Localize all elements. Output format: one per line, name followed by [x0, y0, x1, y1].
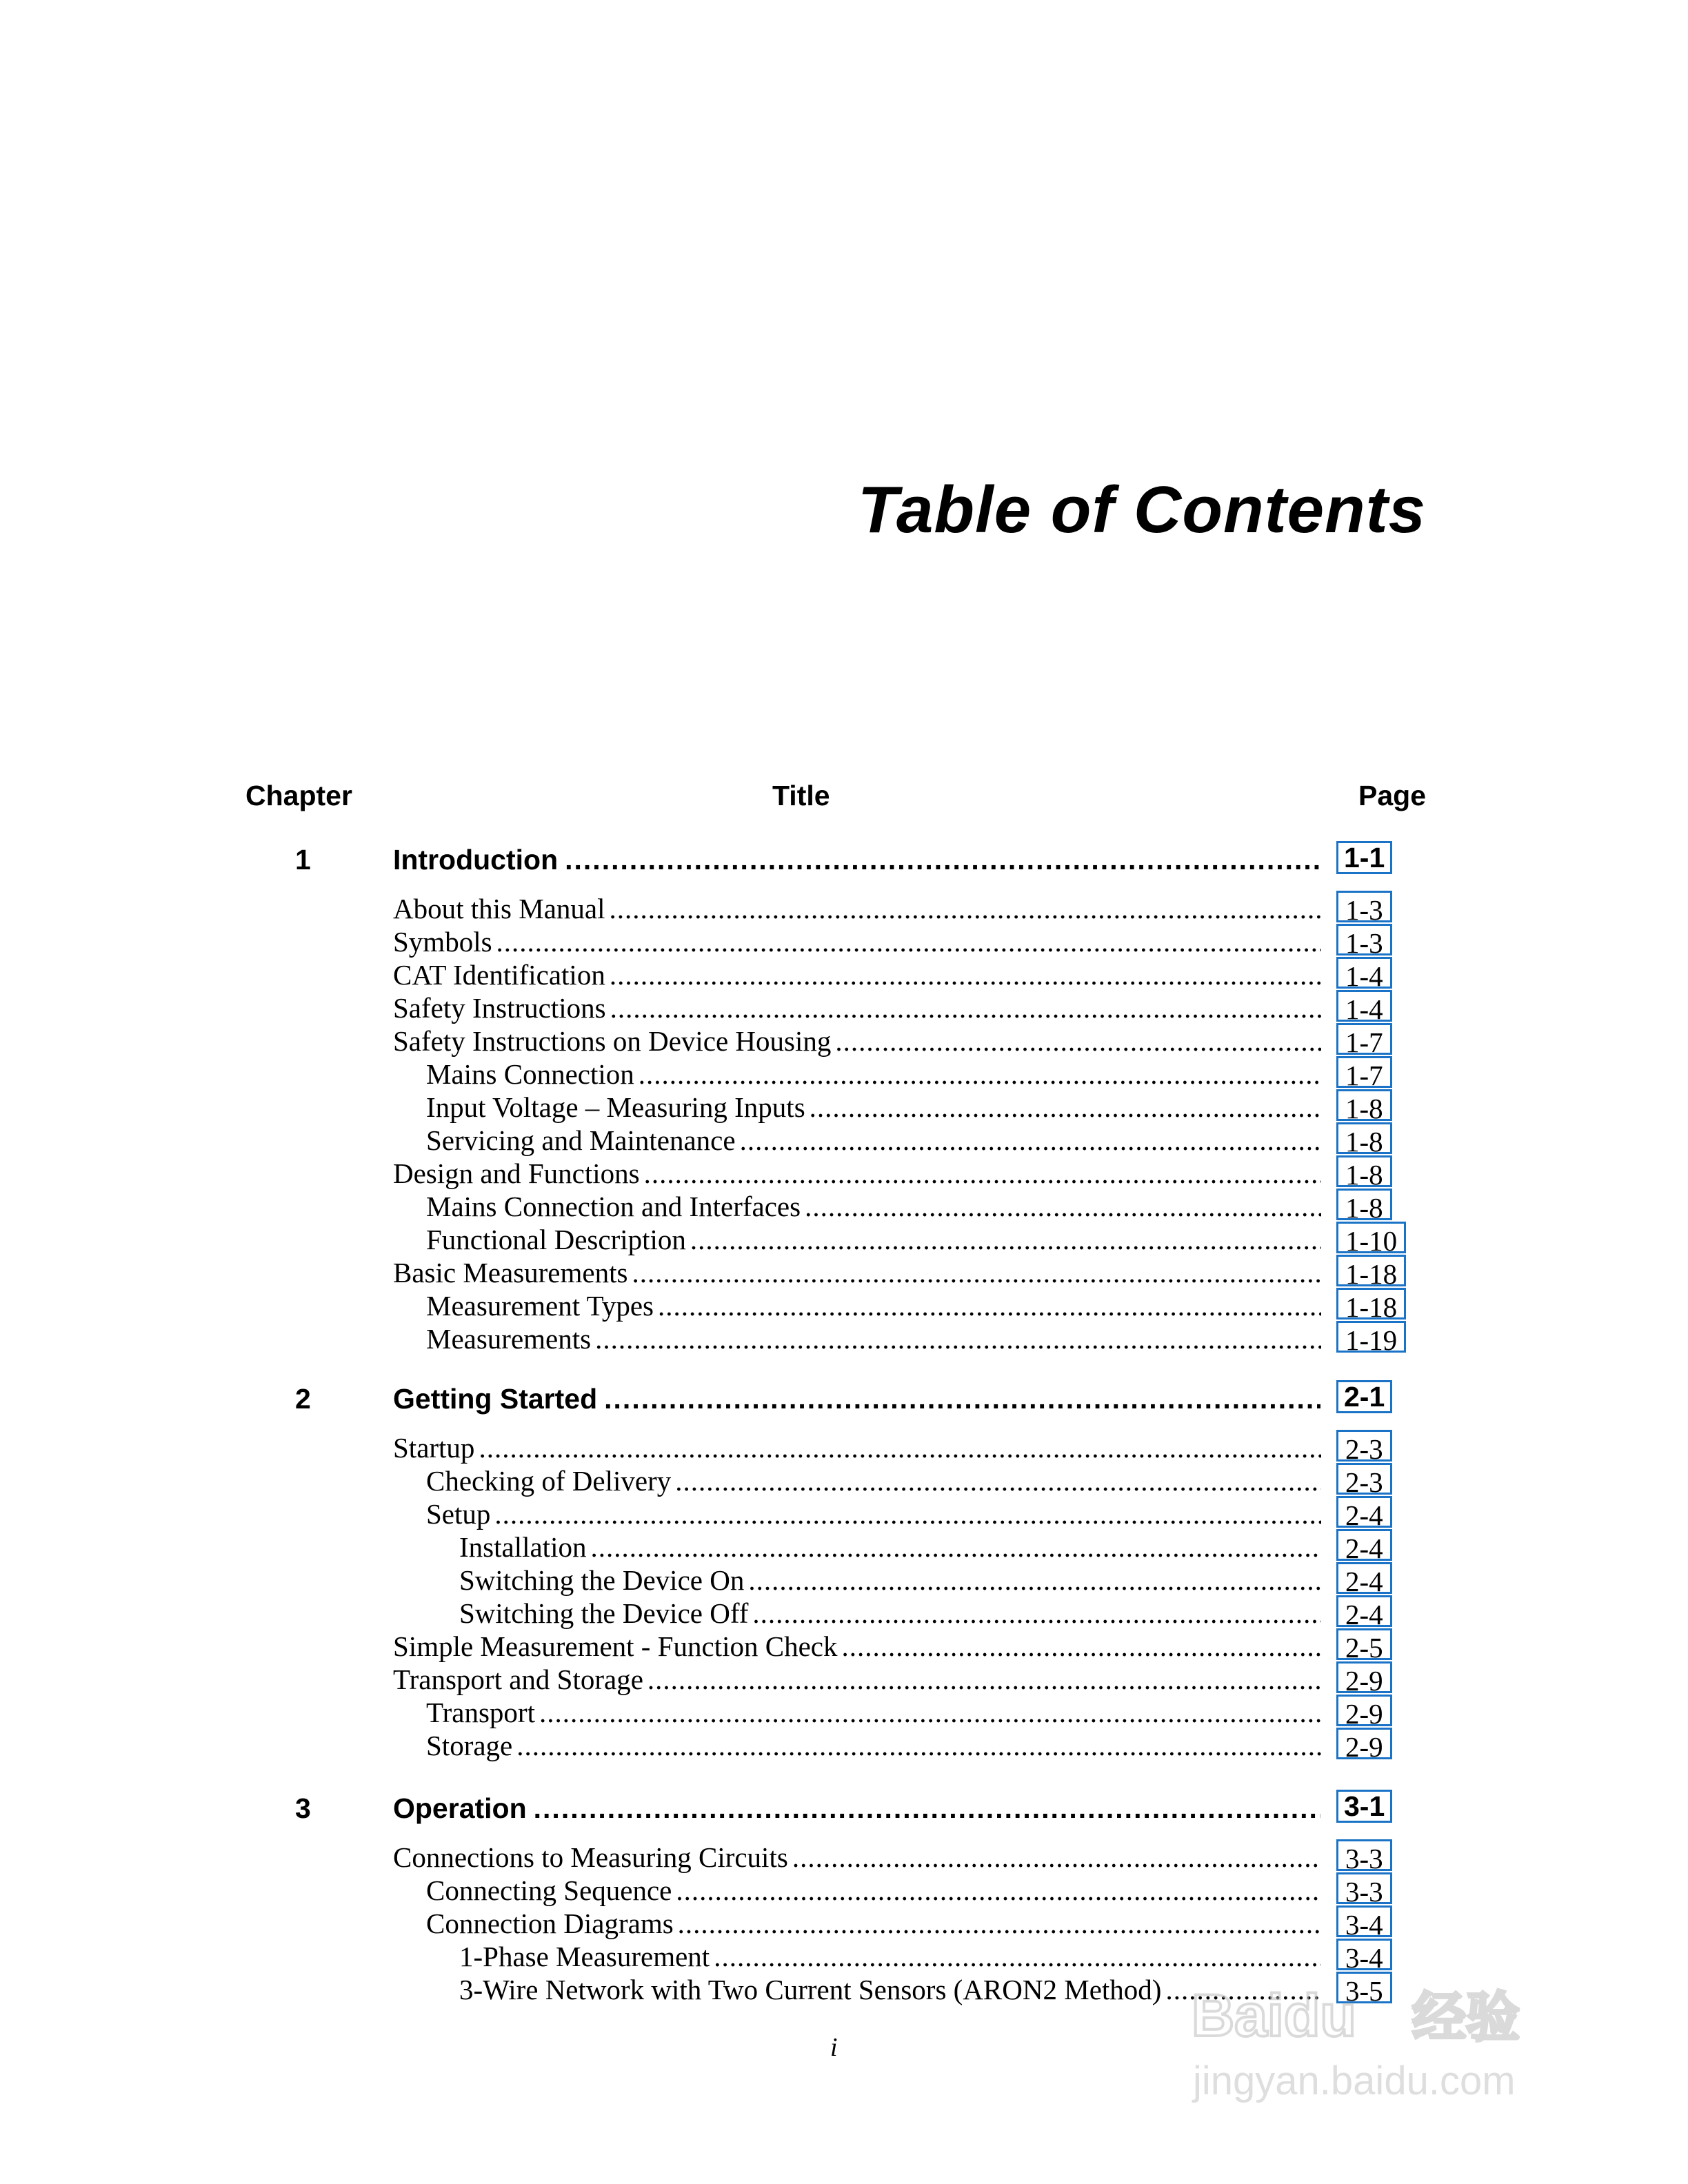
- toc-entry[interactable]: [0, 1124, 1688, 1157]
- dot-leader: [678, 1907, 1321, 1940]
- entry-page-link[interactable]: 1-4: [1336, 957, 1392, 989]
- entry-page-link[interactable]: 2-9: [1336, 1728, 1392, 1759]
- entry-page-link[interactable]: 2-4: [1336, 1496, 1392, 1528]
- dot-leader: [658, 1289, 1321, 1322]
- toc-entry[interactable]: [0, 1431, 1688, 1464]
- entry-title: Switching the Device On: [459, 1564, 745, 1596]
- entry-title: Storage: [426, 1730, 513, 1761]
- entry-title: CAT Identification: [393, 959, 605, 991]
- toc-entry[interactable]: [0, 1874, 1688, 1907]
- entry-page-link[interactable]: 2-5: [1336, 1628, 1392, 1660]
- dot-leader: [748, 1564, 1321, 1597]
- entry-title: Connection Diagrams: [426, 1908, 674, 1939]
- footer-page-number: i: [830, 2033, 838, 2062]
- column-header-chapter: Chapter: [245, 780, 352, 811]
- entry-title: About this Manual: [393, 893, 605, 924]
- entry-page-link[interactable]: 2-4: [1336, 1562, 1392, 1594]
- chapter-title: Getting Started: [393, 1383, 598, 1415]
- entry-page-link[interactable]: 1-8: [1336, 1155, 1392, 1187]
- entry-title: Design and Functions: [393, 1157, 640, 1189]
- entry-title: Symbols: [393, 926, 492, 958]
- entry-page-link[interactable]: 3-5: [1336, 1972, 1392, 2003]
- entry-page-link[interactable]: 2-9: [1336, 1661, 1392, 1693]
- dot-leader: [539, 1696, 1321, 1729]
- entry-title: Basic Measurements: [393, 1257, 628, 1288]
- entry-page-link[interactable]: 2-4: [1336, 1595, 1392, 1627]
- entry-title: Mains Connection and Interfaces: [426, 1191, 801, 1222]
- toc-chapter: [0, 1382, 1688, 1762]
- toc-entry[interactable]: [0, 1322, 1688, 1355]
- entry-title: Startup: [393, 1432, 475, 1464]
- entry-page-link[interactable]: 1-18: [1336, 1255, 1406, 1286]
- toc-entry[interactable]: [0, 1289, 1688, 1322]
- entry-title: Switching the Device Off: [459, 1597, 749, 1629]
- chapter-number: 1: [295, 844, 311, 876]
- entry-title: Installation: [459, 1531, 587, 1563]
- watermark-url: jingyan.baidu.com: [1193, 2059, 1516, 2103]
- dot-leader: [644, 1157, 1321, 1190]
- toc-entry[interactable]: [0, 1696, 1688, 1729]
- entry-page-link[interactable]: 1-3: [1336, 924, 1392, 956]
- toc-entry[interactable]: [0, 892, 1688, 925]
- chapter-number: 3: [295, 1792, 311, 1824]
- toc-entry[interactable]: [0, 1940, 1688, 1973]
- entry-page-link[interactable]: 2-3: [1336, 1463, 1392, 1495]
- dot-leader: [610, 958, 1321, 991]
- entry-title: Checking of Delivery: [426, 1465, 672, 1497]
- dot-leader: [805, 1190, 1321, 1223]
- entry-page-link[interactable]: 3-3: [1336, 1839, 1392, 1871]
- toc-entry[interactable]: [0, 1497, 1688, 1530]
- entry-title: Setup: [426, 1498, 491, 1530]
- dot-leader: [595, 1322, 1321, 1355]
- chapter-row[interactable]: [0, 1791, 1688, 1826]
- entry-title: Connecting Sequence: [426, 1874, 672, 1906]
- toc-chapter: [0, 842, 1688, 1355]
- column-header-page: Page: [1358, 780, 1426, 811]
- chapter-page-link[interactable]: 3-1: [1336, 1790, 1392, 1823]
- entry-title: Input Voltage – Measuring Inputs: [426, 1091, 805, 1123]
- entry-page-link[interactable]: 1-10: [1336, 1222, 1406, 1253]
- toc-entry[interactable]: [0, 1058, 1688, 1091]
- toc-entry[interactable]: [0, 1190, 1688, 1223]
- entry-title: Safety Instructions: [393, 992, 606, 1024]
- dot-leader: [714, 1940, 1321, 1973]
- toc-entry[interactable]: [0, 1256, 1688, 1289]
- toc-entry[interactable]: [0, 1907, 1688, 1940]
- entry-page-link[interactable]: 3-4: [1336, 1905, 1392, 1937]
- dot-leader: [516, 1729, 1321, 1762]
- dot-leader: [647, 1663, 1321, 1696]
- entry-page-link[interactable]: 2-4: [1336, 1529, 1392, 1561]
- dot-leader: [604, 1382, 1320, 1416]
- chapter-number: 2: [295, 1383, 311, 1415]
- entry-page-link[interactable]: 3-3: [1336, 1872, 1392, 1904]
- chapter-title: Operation: [393, 1792, 527, 1824]
- dot-leader: [609, 892, 1321, 925]
- watermark-brand: Baidu: [1192, 1983, 1356, 2049]
- toc-entry[interactable]: [0, 1630, 1688, 1663]
- entry-page-link[interactable]: 1-18: [1336, 1288, 1406, 1320]
- entry-title: Measurements: [426, 1323, 592, 1355]
- chapter-row[interactable]: [0, 842, 1688, 877]
- toc-entry[interactable]: [0, 1464, 1688, 1497]
- entry-page-link[interactable]: 1-8: [1336, 1122, 1392, 1154]
- chapter-entries: [0, 1431, 1688, 1762]
- entry-page-link[interactable]: 3-4: [1336, 1939, 1392, 1970]
- dot-leader: [810, 1091, 1321, 1124]
- entry-page-link[interactable]: 1-8: [1336, 1189, 1392, 1220]
- entry-title: Safety Instructions on Device Housing: [393, 1025, 832, 1057]
- dot-leader: [792, 1841, 1321, 1874]
- toc-entry[interactable]: [0, 1024, 1688, 1058]
- column-header-title: Title: [772, 780, 830, 811]
- entry-title: Simple Measurement - Function Check: [393, 1630, 838, 1662]
- toc-entry[interactable]: [0, 1841, 1688, 1874]
- chapter-title: Introduction: [393, 844, 559, 876]
- entry-title: Functional Description: [426, 1224, 686, 1255]
- entry-title: Connections to Measuring Circuits: [393, 1841, 788, 1873]
- dot-leader: [740, 1124, 1321, 1157]
- chapter-row[interactable]: [0, 1382, 1688, 1416]
- toc-entry[interactable]: [0, 1091, 1688, 1124]
- toc-entry[interactable]: [0, 958, 1688, 991]
- entry-title: Transport: [426, 1697, 535, 1728]
- entry-page-link[interactable]: 1-3: [1336, 891, 1392, 922]
- dot-leader: [752, 1597, 1321, 1630]
- entry-title: Measurement Types: [426, 1290, 654, 1322]
- entry-page-link[interactable]: 1-7: [1336, 1023, 1392, 1055]
- entry-page-link[interactable]: 2-3: [1336, 1430, 1392, 1462]
- entry-page-link[interactable]: 1-8: [1336, 1089, 1392, 1121]
- toc-entry[interactable]: [0, 1597, 1688, 1630]
- dot-leader: [565, 842, 1320, 877]
- dot-leader: [835, 1024, 1321, 1058]
- entry-title: 3-Wire Network with Two Current Sensors (ARON2 Method): [459, 1974, 1162, 2005]
- entry-title: Mains Connection: [426, 1058, 634, 1090]
- baidu-watermark-logo: [1185, 1970, 1571, 2108]
- toc-entry[interactable]: [0, 1223, 1688, 1256]
- entry-page-link[interactable]: 1-7: [1336, 1056, 1392, 1088]
- entry-page-link[interactable]: 1-19: [1336, 1321, 1406, 1353]
- dot-leader: [590, 1530, 1321, 1564]
- dot-leader: [610, 991, 1321, 1024]
- toc-entry[interactable]: [0, 1530, 1688, 1564]
- toc-entry[interactable]: [0, 1157, 1688, 1190]
- dot-leader: [842, 1630, 1322, 1663]
- dot-leader: [690, 1223, 1321, 1256]
- chapter-page-link[interactable]: 1-1: [1336, 841, 1392, 874]
- dot-leader: [496, 925, 1321, 958]
- watermark-brand-cn: 经验: [1412, 1987, 1520, 2049]
- dot-leader: [479, 1431, 1321, 1464]
- toc-entry[interactable]: [0, 991, 1688, 1024]
- dot-leader: [639, 1058, 1321, 1091]
- chapter-entries: [0, 892, 1688, 1355]
- entry-title: Transport and Storage: [393, 1664, 643, 1695]
- dot-leader: [675, 1464, 1321, 1497]
- toc-entry[interactable]: [0, 1564, 1688, 1597]
- toc-entry[interactable]: [0, 925, 1688, 958]
- dot-leader: [494, 1497, 1321, 1530]
- entry-title: 1-Phase Measurement: [459, 1941, 710, 1972]
- toc-entry[interactable]: [0, 1729, 1688, 1762]
- page-title: Table of Contents: [857, 473, 1426, 547]
- dot-leader: [534, 1791, 1320, 1826]
- entry-title: Servicing and Maintenance: [426, 1124, 736, 1156]
- entry-page-link[interactable]: 2-9: [1336, 1695, 1392, 1726]
- entry-page-link[interactable]: 1-4: [1336, 990, 1392, 1022]
- chapter-page-link[interactable]: 2-1: [1336, 1380, 1392, 1413]
- dot-leader: [632, 1256, 1321, 1289]
- dot-leader: [676, 1874, 1321, 1907]
- toc-entry[interactable]: [0, 1663, 1688, 1696]
